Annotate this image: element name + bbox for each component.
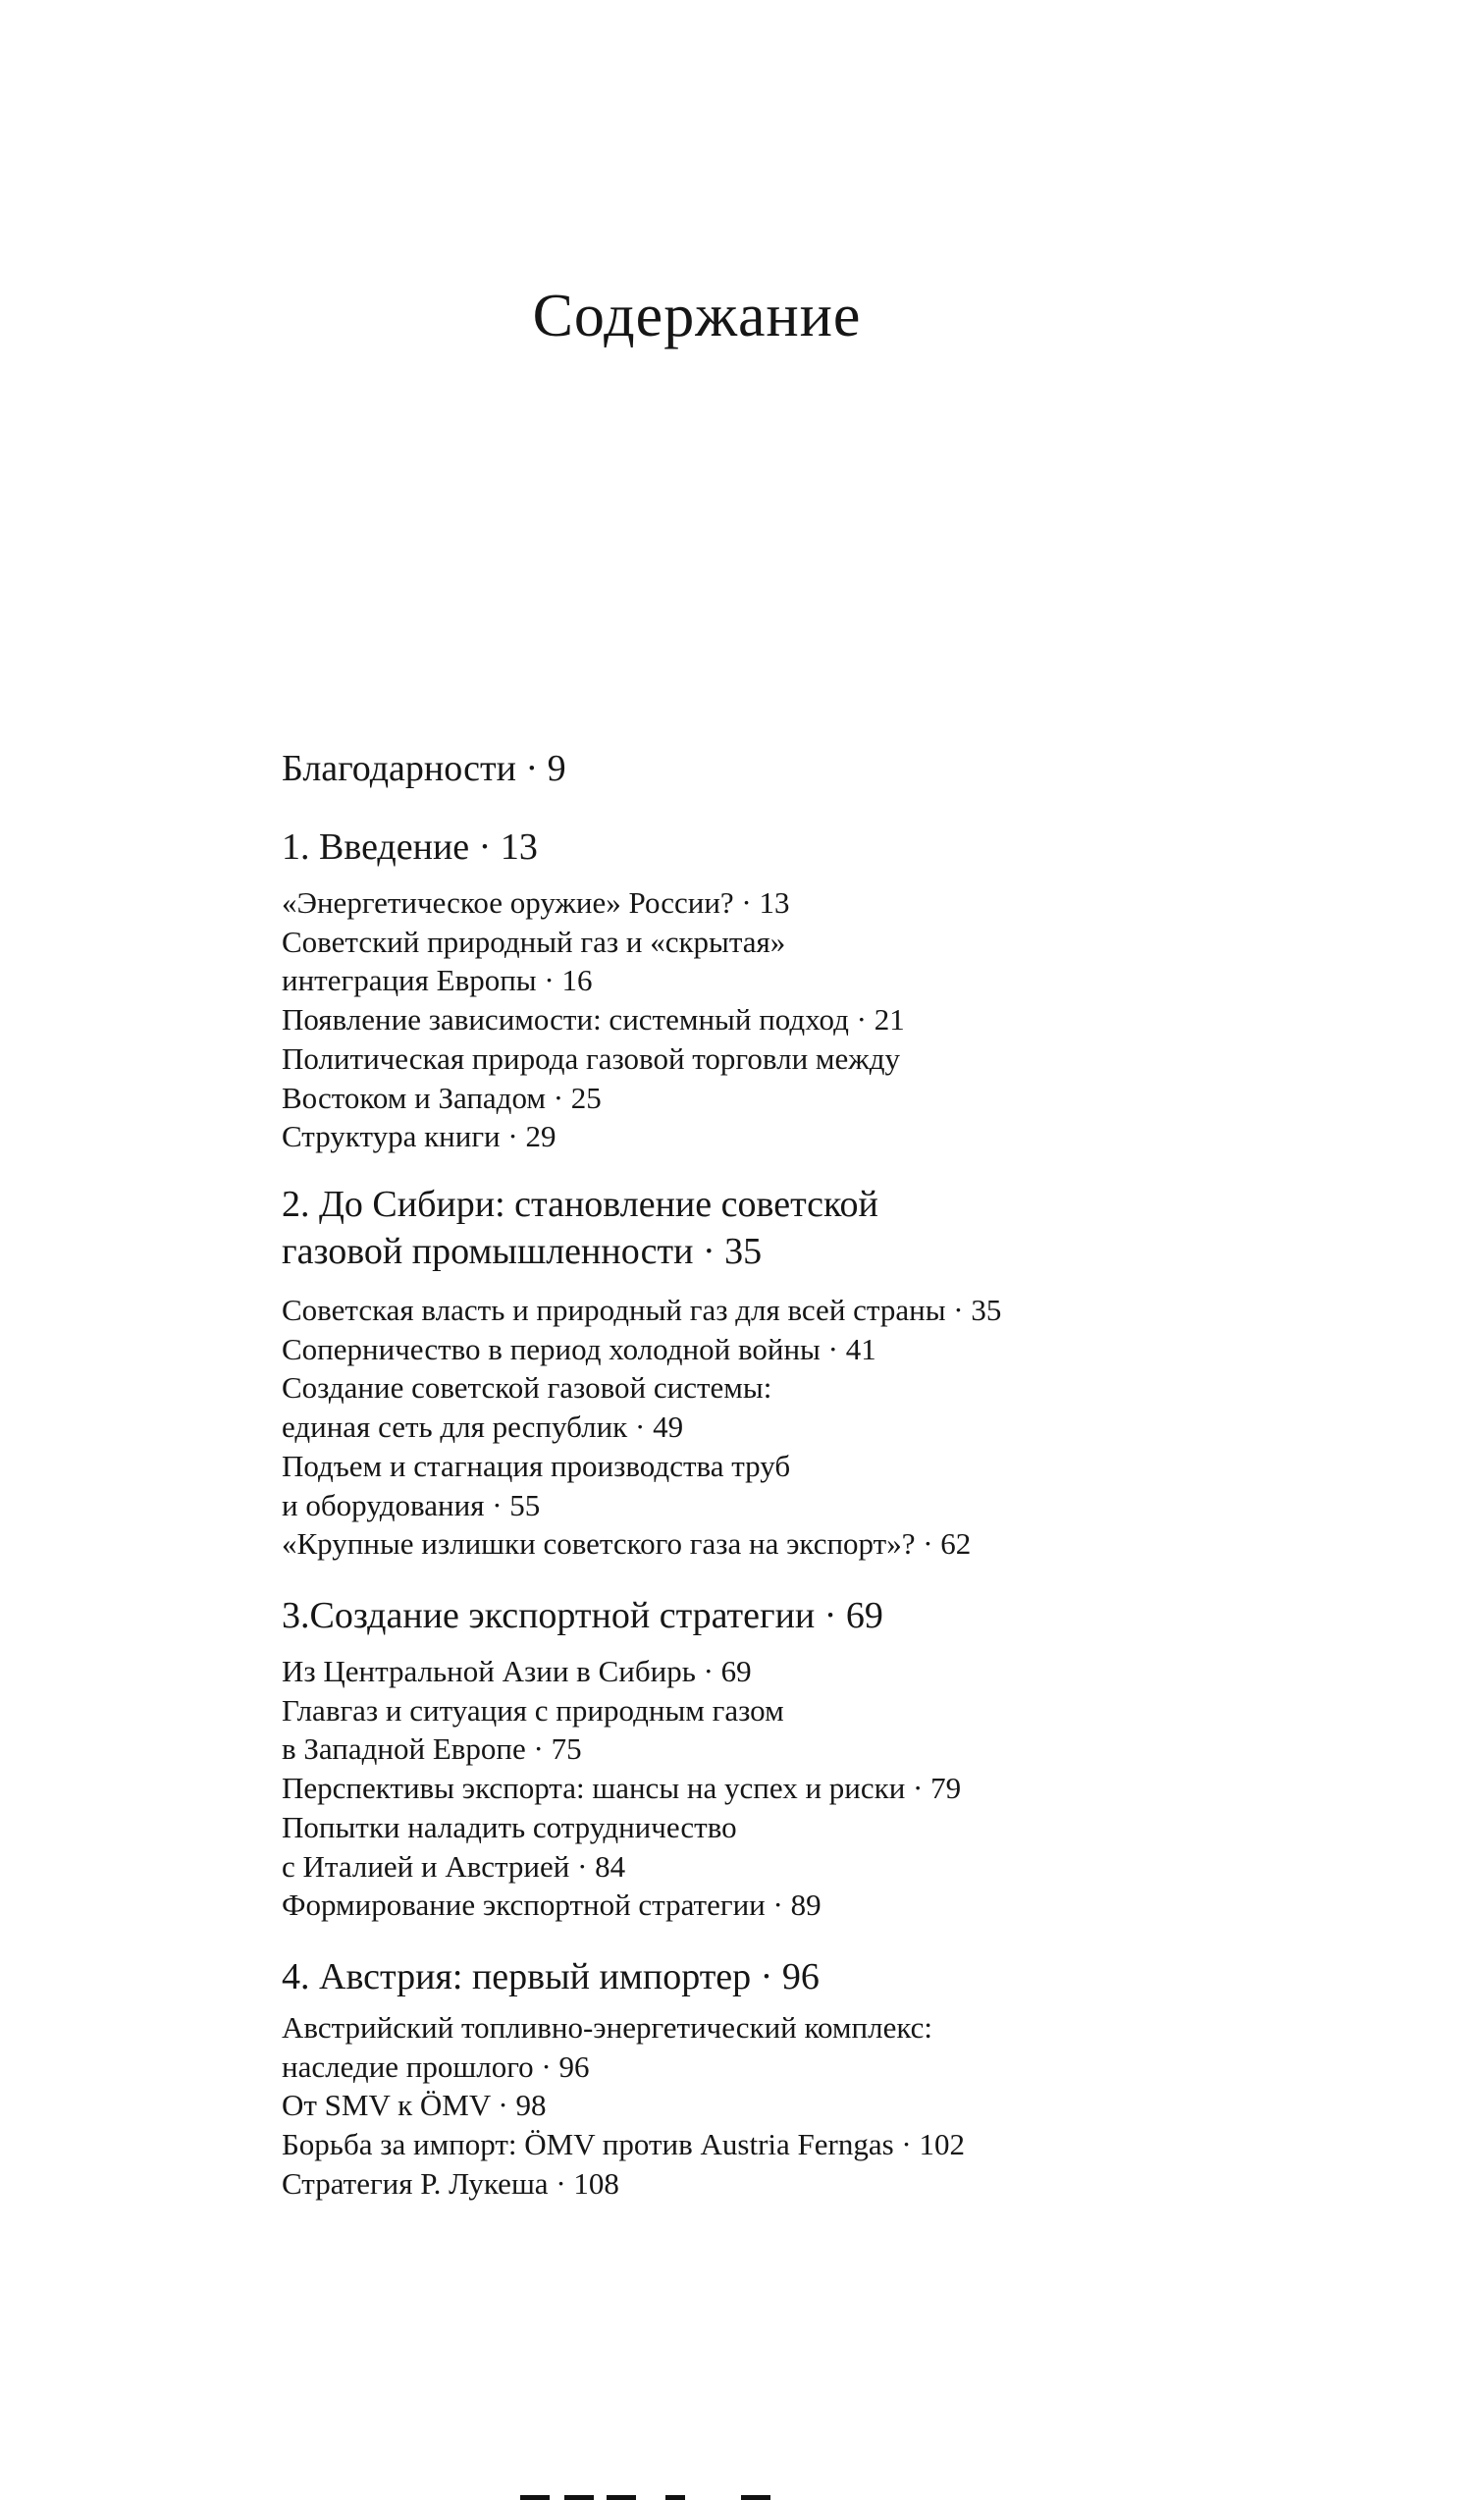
section-list [282, 1652, 961, 1925]
toc-entry [282, 1291, 1001, 1330]
toc-entry [282, 1652, 961, 1691]
toc-entry-line: Из Центральной Азии в Сибирь · 69 [282, 1654, 752, 1688]
toc-entry-line: с Италией и Австрией · 84 [282, 1848, 626, 1884]
toc-chapter [282, 824, 905, 1156]
chapter-heading-line: 3.Создание экспортной стратегии · 69 [282, 1595, 883, 1636]
toc-entry-line: Востоком и Западом · 25 [282, 1080, 602, 1115]
toc-entry-line: Борьба за импорт: ÖMV против Austria Ferngas · 102 [282, 2127, 965, 2162]
toc-entry-line: в Западной Европе · 75 [282, 1731, 582, 1767]
toc-entry [282, 2164, 965, 2204]
section-list [282, 2008, 965, 2204]
chapter-heading [282, 824, 905, 871]
toc-entry-line: Попытки наладить сотрудничество [282, 1809, 737, 1844]
toc-entry [282, 1524, 1001, 1564]
section-list [282, 883, 905, 1156]
toc-entry [282, 1000, 905, 1039]
toc-entry-line: Формирование экспортной стратегии · 89 [282, 1888, 822, 1923]
toc-entry-line: Подъем и стагнация производства труб [282, 1448, 791, 1483]
toc-entry [282, 1117, 905, 1156]
toc-entry-line: «Энергетическое оружие» России? · 13 [282, 885, 790, 920]
toc-entry-line: единая сеть для республик · 49 [282, 1410, 684, 1445]
toc-chapter [282, 1181, 1001, 1564]
toc-entry-line: Создание советской газовой системы: [282, 1370, 772, 1406]
toc-entry-line: Политическая природа газовой торговли между [282, 1040, 900, 1076]
toc-entry [282, 1769, 961, 1808]
chapter-heading-line: газовой промышленности · 35 [282, 1231, 763, 1272]
toc-entry-line: Стратегия Р. Лукеша · 108 [282, 2165, 619, 2201]
toc-entry [282, 1808, 961, 1886]
toc-entry-line: Появление зависимости: системный подход · 21 [282, 1002, 905, 1037]
toc-entry-line: Советская власть и природный газ для всей страны · 35 [282, 1293, 1002, 1327]
toc-entry [282, 1368, 1001, 1446]
chapter-heading-line: 4. Австрия: первый импортер · 96 [282, 1956, 820, 1997]
chapter-heading [282, 1181, 1001, 1275]
toc-entry [282, 1886, 961, 1925]
cropped-next-line-fragment [520, 2495, 1207, 2500]
toc-entry [282, 923, 905, 1000]
chapter-heading-line: 1. Введение · 13 [282, 826, 538, 868]
toc-entry-line: «Крупные излишки советского газа на экспорт»? · 62 [282, 1526, 972, 1562]
chapter-heading-line: 2. До Сибири: становление советской [282, 1184, 878, 1225]
page-title: Содержание [532, 283, 862, 349]
toc-entry [282, 1330, 1001, 1369]
toc-acknowledgements: Благодарности · 9 [282, 748, 566, 789]
toc-entry-line: интеграция Европы · 16 [282, 963, 593, 998]
toc-entry [282, 2008, 965, 2086]
toc-entry [282, 2125, 965, 2164]
toc-entry-line: Перспективы экспорта: шансы на успех и риски · 79 [282, 1771, 962, 1806]
toc-entry-line: наследие прошлого · 96 [282, 2048, 590, 2084]
toc-entry [282, 1039, 905, 1117]
toc-entry [282, 1447, 1001, 1524]
toc-entry-line: и оборудования · 55 [282, 1487, 541, 1522]
toc-entry-line: Соперничество в период холодной войны · 41 [282, 1331, 876, 1366]
toc-entry-line: От SMV к ÖMV · 98 [282, 2088, 547, 2123]
toc-chapter [282, 1953, 965, 2204]
toc-entry [282, 2086, 965, 2125]
chapter-heading [282, 1953, 965, 2000]
toc-entry [282, 1691, 961, 1769]
section-list [282, 1291, 1001, 1564]
toc-entry-line: Австрийский топливно-энергетический комплекс: [282, 2010, 933, 2045]
toc-entry-line: Главгаз и ситуация с природным газом [282, 1692, 784, 1728]
toc-entry-line: Советский природный газ и «скрытая» [282, 924, 786, 959]
toc-entry [282, 883, 905, 923]
toc-chapter [282, 1592, 961, 1925]
chapter-heading [282, 1592, 961, 1639]
toc-entry-line: Структура книги · 29 [282, 1119, 556, 1154]
